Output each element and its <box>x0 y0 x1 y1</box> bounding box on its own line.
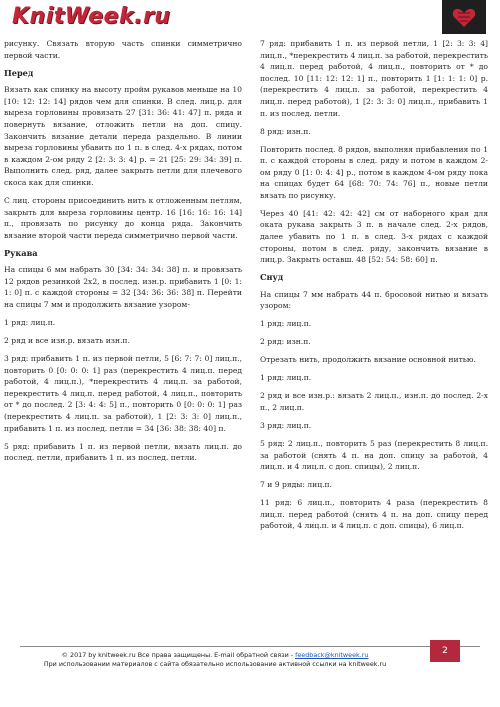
right-column <box>260 38 488 538</box>
paragraph: 5 ряд: 2 лиц.п., повторить 5 раз (перекрестить 8 лиц.п. за работой (снять 4 п. на доп. спицу за работой, 4 лиц.п. и 4 лиц.п. с доп. спицы), 2 лиц.п. <box>260 438 488 472</box>
paragraph: 3 ряд: лиц.п. <box>260 420 312 430</box>
paragraph: 7 ряд: прибавить 1 п. из первой петли, 1 [2: 3: 3: 4] лиц.п., *перекрестить 4 лиц.п. за работой, перекрестить 4 лиц.п. перед работой, 4 лиц.п., повторить от * до послед. 10 [11: 12: 12: 1] п., повторить 1 [1: 1: 1: 0] р. (перекрестить 4 лиц.п. за работой, перекрестить 4 лиц.п. перед работой), 1 [2: 3: 3: 0] лиц.п., прибавить 1 п. из послед. петли. <box>260 39 489 118</box>
paragraph: Повторить послед. 8 рядов, выполняя прибавления по 1 п. с каждой стороны в след. ряду и потом в каждом 2-ом ряду 0 [1: 0: 4: 4] р., потом в каждом 4-ом ряду пока на спицах будет 64 [68: 70: 74: 76] п., новые петли вязать по рисунку. <box>260 144 488 200</box>
paragraph: 1 ряд: лиц.п. <box>4 318 56 328</box>
paragraph: рисунку. Связать вторую часть спинки симметрично первой части. <box>4 39 242 60</box>
paragraph: 11 ряд: 6 лиц.п., повторить 4 раза (перекрестить 8 лиц.п. перед работой (снять 4 п. на доп. спицу перед работой, 4 лиц.п. и 4 лиц.п. с доп. спицы), 6 лиц.п. <box>260 498 488 531</box>
page-footer <box>0 651 430 669</box>
paragraph: 3 ряд: прибавить 1 п. из первой петли, 5 [6: 7: 7: 0] лиц.п., повторить 0 [0: 0: 0: 1] раз (перекрестить 4 лиц.п. перед работой, 4 лиц.п.), *перекрестить 4 лиц.п. за работой, перекрестить 4 лиц.п. перед работой, 4 лиц.п., повторить от * до послед. 2 [3: 4: 4: 5] п., повторить 0 [0: 0: 0: 1] раз (перекрестить 4 лиц.п. за работой), 1 [2: 3: 3: 0] лиц.п., прибавить 1 п. из послед. петли = 34 [36: 38: 38: 40] п. <box>4 354 242 433</box>
paragraph: 8 ряд: изн.п. <box>260 126 311 136</box>
paragraph: 5 ряд: прибавить 1 п. из первой петли, вязать лиц.п. до послед. петли, прибавить 1 п. из послед. петли. <box>4 441 242 463</box>
paragraph: 2 ряд: изн.п. <box>260 337 311 347</box>
paragraph: 1 ряд: лиц.п. <box>260 319 312 329</box>
paragraph: Вязать как спинку на высоту пройм рукавов меньше на 10 [10: 12: 12: 14] рядов чем для спинки. В след. лиц.р. для выреза горловины провязать 27 [31: 36: 41: 47] п. ряда и повернуть вязание, отложить петли на доп. спицу. Закончить вязание детали переда раздельно. В линии выреза горловины убавить по 1 п. в след. 4-х рядах, потом в каждом 2-ом ряду 2 [2: 3: 3: 4] р. = 21 [25: 29: 34: 39] п. Выполнить след. ряд, далее закрыть петли для плечевого скоса как для спинки. <box>4 85 242 187</box>
page-number-badge: 2 <box>430 640 460 662</box>
paragraph: 1 ряд: лиц.п. <box>260 373 312 383</box>
paragraph: 2 ряд и все изн.р.: вязать 2 лиц.п., изн.п. до послед. 2-х п., 2 лиц.п. <box>260 391 488 412</box>
paragraph: 7 и 9 ряды: лиц.п. <box>260 480 332 490</box>
header-heart-box <box>442 0 486 34</box>
paragraph: С лиц. стороны присоединить нить к отложенным петлям, закрыть для выреза горловины центр. 16 [16: 16: 16: 14] п., провязать по рисунку до конца ряда. Закончить вязание второй части переда симметрично первой части. <box>4 195 242 240</box>
left-column <box>4 38 242 470</box>
page-header <box>0 0 500 38</box>
section-heading-front: Перед <box>4 67 34 78</box>
paragraph: Отрезать нить, продолжить вязание основной нитью. <box>260 355 476 365</box>
paragraph: 2 ряд и все изн.р. вязать изн.п. <box>4 336 130 346</box>
paragraph: На спицы 6 мм набрать 30 [34: 34: 34: 38] п. и провязать 12 рядов резинкой 2х2, в послед. изн.р. прибавить 1 [0: 1: 1: 0] п. с каждой стороны = 32 [34: 36: 36: 38] п. Перейти на спицы 7 мм и продолжить вязание узором- <box>4 265 242 310</box>
paragraph: На спицы 7 мм набрать 44 п. бросовой нитью и вязать узором: <box>260 289 488 311</box>
feedback-email-link[interactable]: feedback@knitweek.ru <box>295 651 369 659</box>
section-heading-snood: Снуд <box>260 272 284 283</box>
copyright-text: © 2017 by knitweek.ru Все права защищены. E-mail обратной связи - <box>61 651 296 659</box>
paragraph: Через 40 [41: 42: 42: 42] см от наборного края для оката рукава закрыть 3 п. в начале след. 2-х рядов, далее убавить по 1 п. в след. 3-х рядах с каждой стороны, потом в след. ряду, закончить вязание в лиц.р. Закрыть оставш. 48 [52: 54: 58: 60] п. <box>260 208 488 265</box>
footer-divider <box>20 646 480 647</box>
section-heading-sleeves: Рукава <box>4 247 38 258</box>
heart-icon <box>452 8 476 28</box>
site-logo[interactable]: KnitWeek.ru <box>12 4 171 29</box>
copyright-line <box>0 651 430 660</box>
usage-notice: При использовании материалов с сайта обязательно использование активной ссылки на knitweek.ru <box>43 660 387 668</box>
